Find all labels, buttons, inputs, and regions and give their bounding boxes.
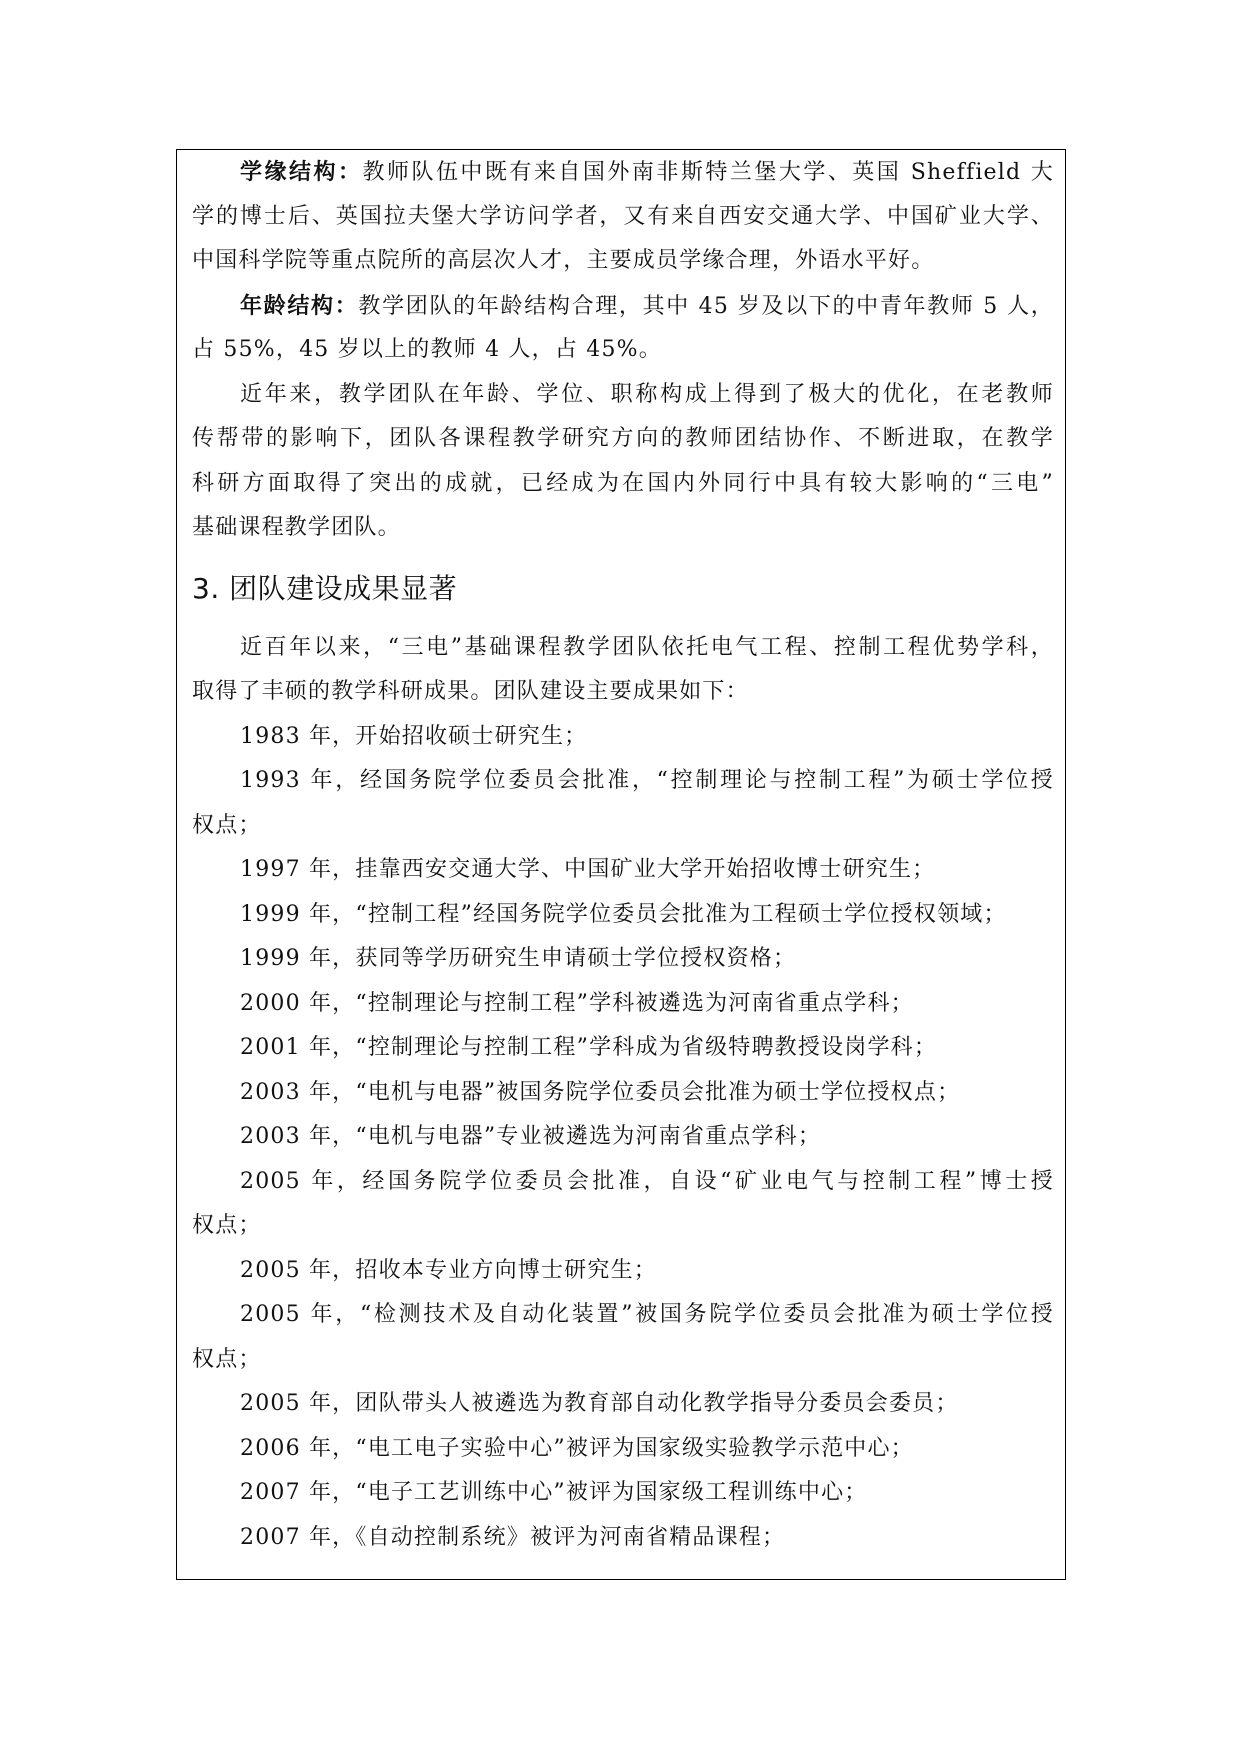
milestone-item [192, 1382, 1054, 1427]
paragraph-text: 教师队伍中既有来自国外南非斯特兰堡大学、英国 Sheffield 大 [362, 160, 1054, 185]
paragraph-line: 传帮带的影响下，团队各课程教学研究方向的教师团结协作、不断进取，在教学 [192, 426, 1054, 451]
milestone-item [192, 1249, 1054, 1294]
milestone-item [192, 1471, 1054, 1516]
milestone-list [192, 715, 1054, 1561]
milestone-item [192, 1293, 1054, 1382]
milestone-line: 2005 年，“检测技术及自动化装置”被国务院学位委员会批准为硕士学位授 [240, 1302, 1054, 1327]
paragraph-line: 近年来，教学团队在年龄、学位、职称构成上得到了极大的优化，在老教师 [240, 381, 1054, 407]
milestone-line: 2007 年，《自动控制系统》被评为河南省精品课程； [240, 1524, 786, 1550]
milestone-line: 1983 年，开始招收硕士研究生； [240, 723, 588, 749]
milestone-line: 2007 年，“电子工艺训练中心”被评为国家级工程训练中心； [240, 1480, 868, 1505]
milestone-item [192, 982, 1054, 1027]
milestone-line: 2003 年，“电机与电器”专业被遴选为河南省重点学科； [240, 1124, 822, 1149]
milestone-line: 权点； [192, 1346, 262, 1372]
milestone-item [192, 848, 1054, 893]
milestone-line: 1999 年，“控制工程”经国务院学位委员会批准为工程硕士学位授权领域； [240, 901, 1007, 927]
milestone-item [192, 1026, 1054, 1071]
milestone-line: 2005 年，经国务院学位委员会批准，自设“矿业电气与控制工程”博士授 [240, 1168, 1054, 1194]
milestone-item [192, 1115, 1054, 1160]
milestone-line: 2000 年，“控制理论与控制工程”学科被遴选为河南省重点学科； [240, 990, 914, 1016]
paragraph-line: 占 55%，45 岁以上的教师 4 人，占 45%。 [192, 337, 662, 362]
milestone-line: 权点； [192, 812, 262, 838]
paragraph-line: 学的博士后、英国拉夫堡大学访问学者，又有来自西安交通大学、中国矿业大学、 [192, 203, 1054, 229]
milestone-line: 2006 年，“电工电子实验中心”被评为国家级实验教学示范中心； [240, 1435, 914, 1461]
milestone-item [192, 937, 1054, 982]
paragraph-lead: 年龄结构： [240, 292, 359, 319]
paragraph-line: 取得了丰硕的教学科研成果。团队建设主要成果如下： [192, 679, 749, 704]
paragraph-line: 近百年以来，“三电”基础课程教学团队依托电气工程、控制工程优势学科， [240, 634, 1054, 660]
milestone-line: 2005 年，招收本专业方向博士研究生； [240, 1257, 657, 1283]
milestone-item [192, 1427, 1054, 1472]
milestone-line: 1993 年，经国务院学位委员会批准，“控制理论与控制工程”为硕士学位授 [240, 768, 1054, 793]
paragraph-academic-background [192, 150, 1054, 284]
milestone-item [192, 893, 1054, 938]
section-heading: 3. 团队建设成果显著 [192, 571, 458, 605]
milestone-item [192, 1071, 1054, 1116]
paragraph-line: 中国科学院等重点院所的高层次人才，主要成员学缘合理，外语水平好。 [192, 248, 935, 273]
document-frame [176, 149, 1066, 1580]
milestone-line: 2003 年，“电机与电器”被国务院学位委员会批准为硕士学位授权点； [240, 1079, 961, 1105]
paragraph-achievements-intro [192, 626, 1054, 715]
milestone-item [192, 715, 1054, 760]
milestone-line: 2005 年，团队带头人被遴选为教育部自动化教学指导分委员会委员； [240, 1391, 959, 1416]
milestone-item [192, 1160, 1054, 1249]
paragraph-age-structure [192, 284, 1054, 373]
milestone-line: 权点； [192, 1213, 262, 1238]
paragraph-lead: 学缘结构： [240, 159, 363, 185]
paragraph-team-optimization [192, 373, 1054, 551]
paragraph-text: 教学团队的年龄结构合理，其中 45 岁及以下的中青年教师 5 人， [358, 293, 1054, 319]
milestone-item [192, 1516, 1054, 1561]
paragraph-line: 基础课程教学团队。 [192, 515, 401, 540]
paragraph-line: 科研方面取得了突出的成就，已经成为在国内外同行中具有较大影响的“三电” [192, 470, 1054, 496]
milestone-line: 1999 年，获同等学历研究生申请硕士学位授权资格； [240, 946, 797, 971]
paragraph-line [192, 150, 1054, 195]
milestone-line: 1997 年，挂靠西安交通大学、中国矿业大学开始招收博士研究生； [240, 857, 936, 882]
paragraph-line [192, 284, 1054, 329]
milestone-item [192, 759, 1054, 848]
milestone-line: 2001 年，“控制理论与控制工程”学科成为省级特聘教授设岗学科； [240, 1035, 938, 1060]
